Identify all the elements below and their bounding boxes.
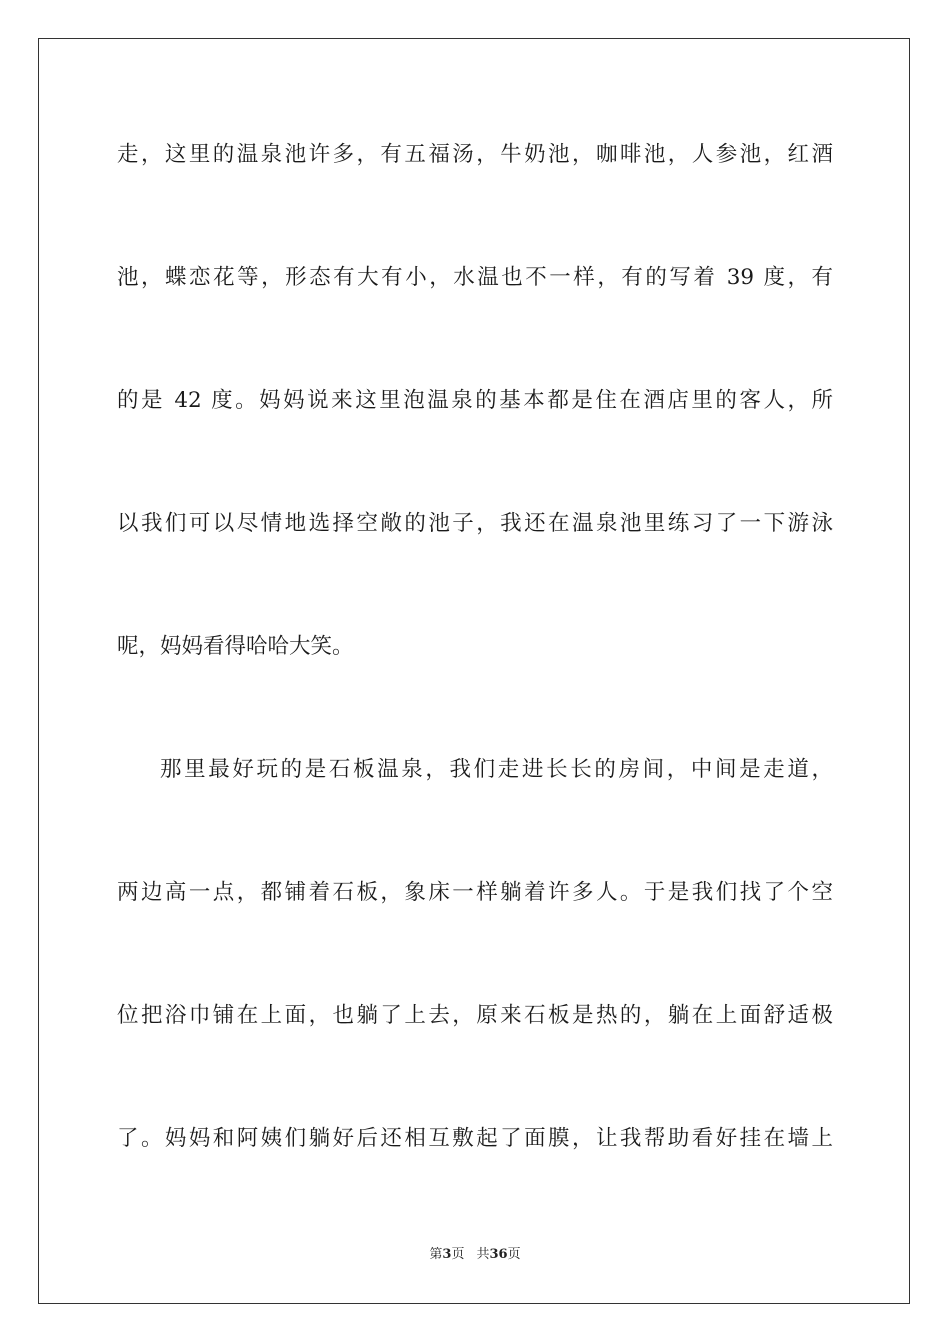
body-line-2: 池，蝶恋花等，形态有大有小，水温也不一样，有的写着 39 度，有 bbox=[117, 265, 833, 290]
total-suffix: 页 bbox=[507, 1247, 521, 1262]
current-page-number: 3 bbox=[442, 1247, 452, 1262]
total-prefix: 共 bbox=[476, 1247, 490, 1262]
page-border bbox=[38, 38, 910, 1304]
body-line-8: 位把浴巾铺在上面，也躺了上去，原来石板是热的，躺在上面舒适极 bbox=[117, 1003, 833, 1028]
body-line-9: 了。妈妈和阿姨们躺好后还相互敷起了面膜，让我帮助看好挂在墙上 bbox=[117, 1126, 833, 1151]
body-line-4: 以我们可以尽情地选择空敞的池子，我还在温泉池里练习了一下游泳 bbox=[117, 511, 833, 536]
body-line-7: 两边高一点，都铺着石板，象床一样躺着许多人。于是我们找了个空 bbox=[117, 880, 833, 905]
page-footer bbox=[0, 1246, 950, 1264]
page-suffix: 页 bbox=[451, 1247, 465, 1262]
body-line-3: 的是 42 度。妈妈说来这里泡温泉的基本都是住在酒店里的客人，所 bbox=[117, 388, 833, 413]
page-prefix: 第 bbox=[429, 1247, 443, 1262]
total-pages-indicator bbox=[476, 1247, 520, 1262]
body-line-5: 呢，妈妈看得哈哈大笑。 bbox=[117, 634, 354, 659]
total-page-count: 36 bbox=[489, 1247, 508, 1262]
body-line-1: 走，这里的温泉池许多，有五福汤，牛奶池，咖啡池，人参池，红酒 bbox=[117, 142, 833, 167]
body-line-6-paragraph-start: 那里最好玩的是石板温泉，我们走进长长的房间，中间是走道， bbox=[160, 757, 833, 782]
page-number-indicator bbox=[429, 1247, 464, 1262]
